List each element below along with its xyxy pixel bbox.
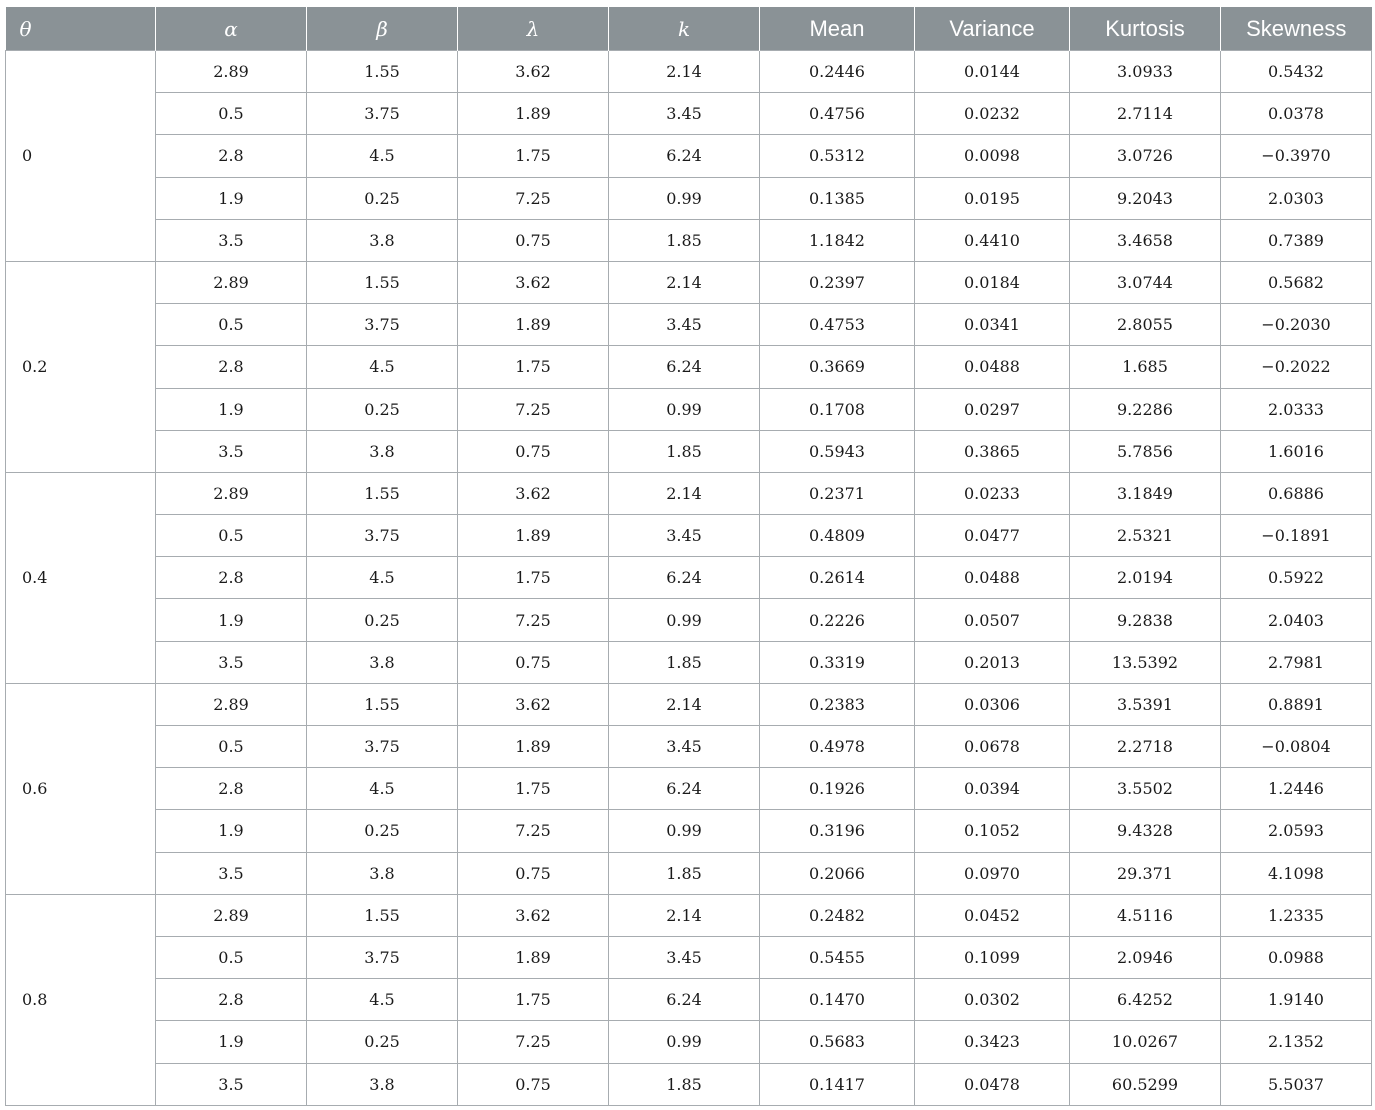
cell-variance: 0.3865 — [915, 430, 1070, 472]
cell-beta: 4.5 — [307, 135, 458, 177]
cell-mean: 0.2371 — [760, 472, 915, 514]
cell-kurtosis: 2.0194 — [1070, 557, 1221, 599]
cell-alpha: 1.9 — [156, 1021, 307, 1063]
cell-lambda: 3.62 — [458, 51, 609, 93]
cell-kurtosis: 29.371 — [1070, 852, 1221, 894]
cell-alpha: 2.8 — [156, 557, 307, 599]
cell-beta: 3.8 — [307, 219, 458, 261]
column-header-mean: Mean — [760, 7, 915, 51]
cell-kurtosis: 3.5502 — [1070, 768, 1221, 810]
cell-mean: 0.5455 — [760, 936, 915, 978]
cell-skewness: −0.0804 — [1221, 726, 1372, 768]
cell-lambda: 3.62 — [458, 261, 609, 303]
table-row — [6, 599, 1372, 641]
cell-variance: 0.3423 — [915, 1021, 1070, 1063]
cell-k: 2.14 — [609, 261, 760, 303]
cell-variance: 0.0195 — [915, 177, 1070, 219]
theta-group-cell: 0.6 — [6, 683, 156, 894]
table-row — [6, 472, 1372, 514]
cell-alpha: 3.5 — [156, 641, 307, 683]
cell-variance: 0.1099 — [915, 936, 1070, 978]
table-row — [6, 93, 1372, 135]
cell-lambda: 0.75 — [458, 219, 609, 261]
cell-alpha: 2.8 — [156, 768, 307, 810]
cell-k: 1.85 — [609, 1063, 760, 1106]
table-row — [6, 304, 1372, 346]
cell-variance: 0.0970 — [915, 852, 1070, 894]
cell-alpha: 3.5 — [156, 430, 307, 472]
cell-mean: 0.1417 — [760, 1063, 915, 1106]
cell-k: 6.24 — [609, 557, 760, 599]
cell-beta: 1.55 — [307, 51, 458, 93]
cell-lambda: 1.89 — [458, 936, 609, 978]
column-header-skewness: Skewness — [1221, 7, 1372, 51]
cell-alpha: 0.5 — [156, 726, 307, 768]
cell-mean: 0.5312 — [760, 135, 915, 177]
cell-skewness: 2.7981 — [1221, 641, 1372, 683]
column-header-k: k — [609, 7, 760, 51]
table-row — [6, 515, 1372, 557]
cell-skewness: 2.0403 — [1221, 599, 1372, 641]
cell-alpha: 3.5 — [156, 219, 307, 261]
cell-variance: 0.0306 — [915, 683, 1070, 725]
cell-mean: 0.4756 — [760, 93, 915, 135]
cell-alpha: 1.9 — [156, 810, 307, 852]
cell-skewness: 0.7389 — [1221, 219, 1372, 261]
cell-beta: 4.5 — [307, 979, 458, 1021]
cell-kurtosis: 9.2838 — [1070, 599, 1221, 641]
cell-skewness: 2.0593 — [1221, 810, 1372, 852]
cell-lambda: 7.25 — [458, 599, 609, 641]
table-row — [6, 894, 1372, 936]
cell-mean: 0.2614 — [760, 557, 915, 599]
cell-mean: 0.4753 — [760, 304, 915, 346]
theta-group-cell: 0.4 — [6, 472, 156, 683]
column-header-beta: β — [307, 7, 458, 51]
cell-skewness: 0.5922 — [1221, 557, 1372, 599]
cell-alpha: 3.5 — [156, 1063, 307, 1106]
cell-alpha: 1.9 — [156, 599, 307, 641]
table-header — [6, 7, 1372, 51]
cell-kurtosis: 5.7856 — [1070, 430, 1221, 472]
cell-mean: 0.2446 — [760, 51, 915, 93]
cell-mean: 0.4809 — [760, 515, 915, 557]
cell-variance: 0.4410 — [915, 219, 1070, 261]
cell-skewness: 2.1352 — [1221, 1021, 1372, 1063]
cell-beta: 1.55 — [307, 894, 458, 936]
data-table — [5, 7, 1372, 1106]
cell-k: 1.85 — [609, 219, 760, 261]
table-row — [6, 1021, 1372, 1063]
cell-k: 3.45 — [609, 93, 760, 135]
cell-variance: 0.0184 — [915, 261, 1070, 303]
theta-group-cell: 0.2 — [6, 261, 156, 472]
cell-mean: 0.4978 — [760, 726, 915, 768]
table-row — [6, 219, 1372, 261]
cell-kurtosis: 3.5391 — [1070, 683, 1221, 725]
table-row — [6, 51, 1372, 93]
column-header-variance: Variance — [915, 7, 1070, 51]
cell-lambda: 1.89 — [458, 515, 609, 557]
cell-beta: 0.25 — [307, 599, 458, 641]
table-row — [6, 1063, 1372, 1106]
cell-k: 6.24 — [609, 135, 760, 177]
cell-alpha: 0.5 — [156, 936, 307, 978]
cell-beta: 0.25 — [307, 810, 458, 852]
cell-k: 2.14 — [609, 472, 760, 514]
cell-kurtosis: 2.0946 — [1070, 936, 1221, 978]
cell-variance: 0.1052 — [915, 810, 1070, 852]
table-row — [6, 177, 1372, 219]
cell-kurtosis: 3.0744 — [1070, 261, 1221, 303]
cell-kurtosis: 2.2718 — [1070, 726, 1221, 768]
cell-beta: 1.55 — [307, 472, 458, 514]
cell-beta: 3.75 — [307, 726, 458, 768]
cell-kurtosis: 2.5321 — [1070, 515, 1221, 557]
cell-skewness: 4.1098 — [1221, 852, 1372, 894]
cell-kurtosis: 9.2286 — [1070, 388, 1221, 430]
cell-skewness: 0.5682 — [1221, 261, 1372, 303]
cell-beta: 4.5 — [307, 557, 458, 599]
cell-skewness: −0.2030 — [1221, 304, 1372, 346]
cell-k: 0.99 — [609, 599, 760, 641]
cell-lambda: 3.62 — [458, 683, 609, 725]
cell-alpha: 2.8 — [156, 346, 307, 388]
cell-k: 3.45 — [609, 726, 760, 768]
header-row — [6, 7, 1372, 51]
cell-skewness: 5.5037 — [1221, 1063, 1372, 1106]
cell-variance: 0.0232 — [915, 93, 1070, 135]
column-header-kurtosis: Kurtosis — [1070, 7, 1221, 51]
cell-beta: 3.75 — [307, 515, 458, 557]
cell-kurtosis: 2.8055 — [1070, 304, 1221, 346]
theta-group-cell: 0 — [6, 51, 156, 262]
cell-lambda: 3.62 — [458, 894, 609, 936]
cell-kurtosis: 60.5299 — [1070, 1063, 1221, 1106]
cell-k: 3.45 — [609, 515, 760, 557]
cell-beta: 3.75 — [307, 936, 458, 978]
table-row — [6, 346, 1372, 388]
cell-skewness: 0.5432 — [1221, 51, 1372, 93]
cell-mean: 1.1842 — [760, 219, 915, 261]
cell-lambda: 1.75 — [458, 979, 609, 1021]
cell-variance: 0.0452 — [915, 894, 1070, 936]
cell-alpha: 1.9 — [156, 388, 307, 430]
column-header-theta: θ — [6, 7, 156, 51]
cell-beta: 0.25 — [307, 388, 458, 430]
cell-beta: 3.8 — [307, 430, 458, 472]
table-row — [6, 430, 1372, 472]
cell-beta: 0.25 — [307, 177, 458, 219]
cell-beta: 4.5 — [307, 768, 458, 810]
cell-k: 1.85 — [609, 641, 760, 683]
cell-kurtosis: 3.1849 — [1070, 472, 1221, 514]
cell-kurtosis: 9.2043 — [1070, 177, 1221, 219]
cell-variance: 0.0233 — [915, 472, 1070, 514]
table-row — [6, 852, 1372, 894]
cell-alpha: 3.5 — [156, 852, 307, 894]
table-body — [6, 51, 1372, 1106]
cell-alpha: 2.89 — [156, 894, 307, 936]
cell-alpha: 2.89 — [156, 51, 307, 93]
cell-skewness: 1.2446 — [1221, 768, 1372, 810]
cell-lambda: 0.75 — [458, 1063, 609, 1106]
cell-lambda: 0.75 — [458, 641, 609, 683]
cell-beta: 3.75 — [307, 93, 458, 135]
cell-k: 6.24 — [609, 979, 760, 1021]
cell-lambda: 3.62 — [458, 472, 609, 514]
cell-variance: 0.0394 — [915, 768, 1070, 810]
cell-lambda: 0.75 — [458, 430, 609, 472]
cell-beta: 3.75 — [307, 304, 458, 346]
cell-mean: 0.1385 — [760, 177, 915, 219]
cell-kurtosis: 13.5392 — [1070, 641, 1221, 683]
table-row — [6, 936, 1372, 978]
cell-lambda: 7.25 — [458, 177, 609, 219]
cell-alpha: 2.89 — [156, 683, 307, 725]
cell-variance: 0.0678 — [915, 726, 1070, 768]
column-header-lambda: λ — [458, 7, 609, 51]
column-header-alpha: α — [156, 7, 307, 51]
cell-lambda: 0.75 — [458, 852, 609, 894]
cell-variance: 0.0488 — [915, 557, 1070, 599]
cell-skewness: −0.2022 — [1221, 346, 1372, 388]
cell-lambda: 1.89 — [458, 304, 609, 346]
cell-mean: 0.2397 — [760, 261, 915, 303]
cell-k: 1.85 — [609, 430, 760, 472]
cell-alpha: 2.89 — [156, 472, 307, 514]
cell-k: 0.99 — [609, 810, 760, 852]
cell-kurtosis: 3.0726 — [1070, 135, 1221, 177]
cell-alpha: 0.5 — [156, 304, 307, 346]
table-row — [6, 557, 1372, 599]
cell-lambda: 1.75 — [458, 135, 609, 177]
cell-variance: 0.0477 — [915, 515, 1070, 557]
cell-beta: 1.55 — [307, 683, 458, 725]
table-row — [6, 261, 1372, 303]
cell-skewness: −0.3970 — [1221, 135, 1372, 177]
cell-mean: 0.3669 — [760, 346, 915, 388]
cell-skewness: 1.9140 — [1221, 979, 1372, 1021]
cell-kurtosis: 2.7114 — [1070, 93, 1221, 135]
cell-k: 6.24 — [609, 768, 760, 810]
cell-k: 0.99 — [609, 1021, 760, 1063]
cell-lambda: 1.75 — [458, 557, 609, 599]
cell-kurtosis: 6.4252 — [1070, 979, 1221, 1021]
cell-k: 3.45 — [609, 936, 760, 978]
cell-variance: 0.0297 — [915, 388, 1070, 430]
cell-k: 2.14 — [609, 51, 760, 93]
cell-lambda: 7.25 — [458, 810, 609, 852]
cell-k: 2.14 — [609, 894, 760, 936]
cell-k: 0.99 — [609, 388, 760, 430]
cell-mean: 0.1708 — [760, 388, 915, 430]
table-row — [6, 726, 1372, 768]
cell-k: 1.85 — [609, 852, 760, 894]
cell-alpha: 2.89 — [156, 261, 307, 303]
cell-lambda: 1.89 — [458, 726, 609, 768]
cell-kurtosis: 3.4658 — [1070, 219, 1221, 261]
cell-mean: 0.2226 — [760, 599, 915, 641]
cell-kurtosis: 1.685 — [1070, 346, 1221, 388]
cell-kurtosis: 9.4328 — [1070, 810, 1221, 852]
table-row — [6, 810, 1372, 852]
cell-alpha: 1.9 — [156, 177, 307, 219]
cell-skewness: 0.0988 — [1221, 936, 1372, 978]
cell-variance: 0.0488 — [915, 346, 1070, 388]
cell-kurtosis: 4.5116 — [1070, 894, 1221, 936]
cell-alpha: 0.5 — [156, 515, 307, 557]
cell-k: 3.45 — [609, 304, 760, 346]
cell-mean: 0.3196 — [760, 810, 915, 852]
cell-alpha: 2.8 — [156, 135, 307, 177]
cell-lambda: 7.25 — [458, 1021, 609, 1063]
cell-variance: 0.2013 — [915, 641, 1070, 683]
cell-mean: 0.5943 — [760, 430, 915, 472]
cell-mean: 0.1470 — [760, 979, 915, 1021]
cell-alpha: 2.8 — [156, 979, 307, 1021]
table-row — [6, 768, 1372, 810]
cell-skewness: 2.0333 — [1221, 388, 1372, 430]
cell-skewness: 0.0378 — [1221, 93, 1372, 135]
cell-k: 2.14 — [609, 683, 760, 725]
cell-lambda: 7.25 — [458, 388, 609, 430]
cell-skewness: 1.2335 — [1221, 894, 1372, 936]
cell-variance: 0.0144 — [915, 51, 1070, 93]
cell-beta: 4.5 — [307, 346, 458, 388]
cell-variance: 0.0302 — [915, 979, 1070, 1021]
cell-alpha: 0.5 — [156, 93, 307, 135]
cell-mean: 0.2482 — [760, 894, 915, 936]
cell-k: 6.24 — [609, 346, 760, 388]
cell-skewness: 1.6016 — [1221, 430, 1372, 472]
cell-variance: 0.0341 — [915, 304, 1070, 346]
cell-kurtosis: 3.0933 — [1070, 51, 1221, 93]
cell-variance: 0.0507 — [915, 599, 1070, 641]
cell-skewness: −0.1891 — [1221, 515, 1372, 557]
cell-beta: 3.8 — [307, 641, 458, 683]
cell-skewness: 0.6886 — [1221, 472, 1372, 514]
cell-mean: 0.2383 — [760, 683, 915, 725]
table-row — [6, 979, 1372, 1021]
table-row — [6, 683, 1372, 725]
cell-kurtosis: 10.0267 — [1070, 1021, 1221, 1063]
cell-mean: 0.2066 — [760, 852, 915, 894]
cell-variance: 0.0478 — [915, 1063, 1070, 1106]
cell-skewness: 2.0303 — [1221, 177, 1372, 219]
cell-variance: 0.0098 — [915, 135, 1070, 177]
cell-mean: 0.1926 — [760, 768, 915, 810]
cell-beta: 3.8 — [307, 1063, 458, 1106]
cell-beta: 1.55 — [307, 261, 458, 303]
cell-lambda: 1.75 — [458, 346, 609, 388]
cell-skewness: 0.8891 — [1221, 683, 1372, 725]
table-row — [6, 388, 1372, 430]
table-row — [6, 135, 1372, 177]
cell-mean: 0.3319 — [760, 641, 915, 683]
cell-lambda: 1.89 — [458, 93, 609, 135]
cell-k: 0.99 — [609, 177, 760, 219]
cell-mean: 0.5683 — [760, 1021, 915, 1063]
theta-group-cell: 0.8 — [6, 894, 156, 1105]
cell-beta: 3.8 — [307, 852, 458, 894]
cell-beta: 0.25 — [307, 1021, 458, 1063]
table-row — [6, 641, 1372, 683]
cell-lambda: 1.75 — [458, 768, 609, 810]
